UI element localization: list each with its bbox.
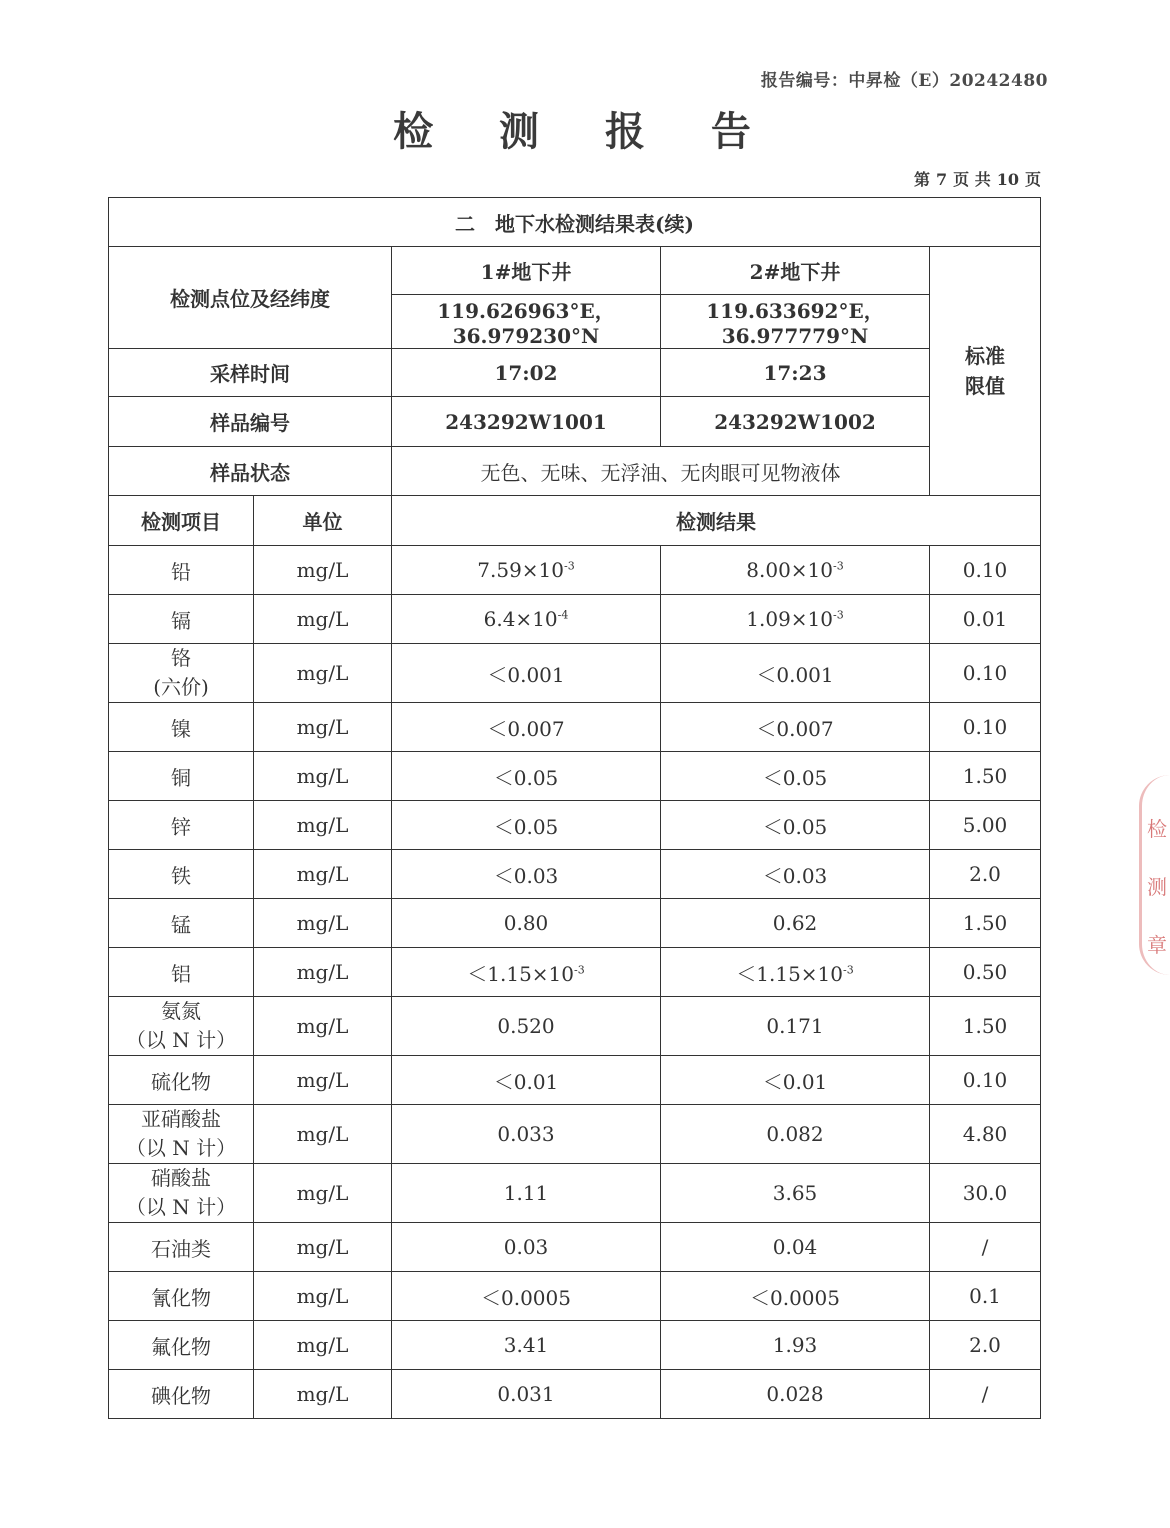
site-1-time: 17:02 <box>392 349 661 397</box>
unit-value: mg/L <box>254 644 392 703</box>
result-row <box>109 1370 1041 1419</box>
standard-limit-value: 1.50 <box>930 752 1041 801</box>
site-2-result <box>661 1272 930 1321</box>
site-2-result <box>661 801 930 850</box>
site-1-result <box>392 948 661 997</box>
result-value: ＜0.001 <box>756 662 834 687</box>
unit-value: mg/L <box>254 703 392 752</box>
site-2-result <box>661 703 930 752</box>
sampling-time-row <box>109 349 1041 397</box>
unit-value: mg/L <box>254 752 392 801</box>
sample-state-value: 无色、无味、无浮油、无肉眼可见物液体 <box>392 447 930 496</box>
sample-id-label: 样品编号 <box>109 397 392 447</box>
result-exponent: -3 <box>843 962 854 976</box>
site-2-result <box>661 644 930 703</box>
site-2-result <box>661 1321 930 1370</box>
result-value: ＜1.15×10 <box>736 961 844 986</box>
result-exponent: -3 <box>574 962 585 976</box>
result-row <box>109 997 1041 1056</box>
item-name-line: （以 N 计） <box>125 1136 237 1160</box>
item-name <box>109 801 254 850</box>
result-row <box>109 850 1041 899</box>
site-2-name: 2#地下井 <box>661 247 930 295</box>
result-exponent: -3 <box>833 559 844 573</box>
item-name-line: 镉 <box>171 608 191 633</box>
item-name <box>109 997 254 1056</box>
standard-limit-value: / <box>930 1223 1041 1272</box>
site-1-result <box>392 644 661 703</box>
site-1-result <box>392 997 661 1056</box>
unit-header: 单位 <box>254 496 392 546</box>
item-name <box>109 1056 254 1105</box>
result-value: ＜0.0005 <box>750 1285 840 1310</box>
result-row <box>109 595 1041 644</box>
result-value: 6.4×10 <box>483 607 558 631</box>
unit-value: mg/L <box>254 850 392 899</box>
result-row <box>109 752 1041 801</box>
result-row <box>109 801 1041 850</box>
item-name <box>109 1223 254 1272</box>
standard-limit-value: 2.0 <box>930 1321 1041 1370</box>
unit-value: mg/L <box>254 801 392 850</box>
result-value: ＜0.01 <box>762 1069 828 1094</box>
item-name-line: 锰 <box>171 912 191 937</box>
result-row <box>109 899 1041 948</box>
site-1-result <box>392 1105 661 1164</box>
standard-limit-value: / <box>930 1370 1041 1419</box>
result-value: ＜0.03 <box>493 863 559 888</box>
site-1-result <box>392 1164 661 1223</box>
unit-value: mg/L <box>254 595 392 644</box>
result-row <box>109 1321 1041 1370</box>
result-value: ＜0.007 <box>756 716 834 741</box>
result-value: 0.028 <box>766 1382 824 1406</box>
document-title: 检 测 报 告 <box>393 108 777 155</box>
site-1-result <box>392 752 661 801</box>
item-name-line: 硝酸盐 <box>151 1166 211 1190</box>
site-1-result <box>392 1223 661 1272</box>
unit-value: mg/L <box>254 1272 392 1321</box>
result-value: 1.09×10 <box>746 607 834 631</box>
unit-value: mg/L <box>254 546 392 595</box>
item-name-line: 铝 <box>171 961 191 986</box>
result-row <box>109 1272 1041 1321</box>
result-row <box>109 703 1041 752</box>
site-2-time: 17:23 <box>661 349 930 397</box>
standard-limit-label <box>930 247 1041 496</box>
item-name <box>109 899 254 948</box>
site-2-result <box>661 1056 930 1105</box>
result-value: ＜0.03 <box>762 863 828 888</box>
result-value: 0.80 <box>503 911 549 935</box>
sample-state-label: 样品状态 <box>109 447 392 496</box>
result-value: ＜0.05 <box>762 765 828 790</box>
site-2-result <box>661 595 930 644</box>
result-row <box>109 1056 1041 1105</box>
sample-id-row <box>109 397 1041 447</box>
result-value: 0.082 <box>766 1122 824 1146</box>
item-name <box>109 703 254 752</box>
location-label: 检测点位及经纬度 <box>109 247 392 349</box>
sample-state-row <box>109 447 1041 496</box>
item-name <box>109 948 254 997</box>
standard-limit-value: 0.01 <box>930 595 1041 644</box>
section-title-row <box>109 198 1041 247</box>
result-value: ＜1.15×10 <box>467 961 575 986</box>
page-current: 7 <box>936 170 948 189</box>
site-2-result <box>661 752 930 801</box>
result-row <box>109 948 1041 997</box>
item-name-line: 铅 <box>171 559 191 584</box>
report-number: 报告编号：中昇检（E）20242480 <box>760 71 1048 91</box>
result-exponent: -3 <box>833 608 844 622</box>
result-value: 0.520 <box>497 1014 555 1038</box>
site-2-sample-id: 243292W1002 <box>661 397 930 447</box>
unit-value: mg/L <box>254 899 392 948</box>
item-name-line: （以 N 计） <box>125 1028 237 1052</box>
result-value: 3.65 <box>772 1181 818 1205</box>
site-1-result <box>392 850 661 899</box>
site-2-result <box>661 1105 930 1164</box>
item-name <box>109 1272 254 1321</box>
site-1-result <box>392 801 661 850</box>
standard-limit-value: 0.10 <box>930 644 1041 703</box>
item-name-line: 石油类 <box>151 1236 211 1261</box>
result-value: ＜0.007 <box>487 716 565 741</box>
site-2-result <box>661 546 930 595</box>
result-value: 0.04 <box>772 1235 818 1259</box>
result-value: ＜0.01 <box>493 1069 559 1094</box>
result-value: 0.62 <box>772 911 818 935</box>
unit-value: mg/L <box>254 997 392 1056</box>
result-row <box>109 644 1041 703</box>
site-1-result <box>392 595 661 644</box>
standard-limit-label-line: 标准 <box>965 344 1005 368</box>
site-2-result <box>661 1223 930 1272</box>
result-value: 0.171 <box>766 1014 824 1038</box>
section-title: 二 地下水检测结果表(续) <box>109 198 1041 247</box>
standard-limit-value: 2.0 <box>930 850 1041 899</box>
item-name <box>109 595 254 644</box>
standard-limit-value: 1.50 <box>930 997 1041 1056</box>
result-value: ＜0.0005 <box>481 1285 571 1310</box>
result-value: 3.41 <box>503 1333 549 1357</box>
item-name <box>109 1321 254 1370</box>
item-name-line: 亚硝酸盐 <box>141 1107 221 1131</box>
site-2-result <box>661 948 930 997</box>
result-value: 7.59×10 <box>477 558 565 582</box>
seal-stamp-text: 检 测 章 <box>1147 817 1167 957</box>
results-table <box>108 197 1041 1419</box>
page-label: 第 <box>913 170 930 189</box>
result-row <box>109 1223 1041 1272</box>
result-value: ＜0.05 <box>762 814 828 839</box>
item-name-line: 铜 <box>171 765 191 790</box>
unit-value: mg/L <box>254 1321 392 1370</box>
result-value: 0.031 <box>497 1382 555 1406</box>
result-value: 8.00×10 <box>746 558 834 582</box>
result-value: ＜0.001 <box>487 662 565 687</box>
item-name-line: 碘化物 <box>151 1383 211 1408</box>
item-name-line: 硫化物 <box>151 1069 211 1094</box>
result-value: 0.033 <box>497 1122 555 1146</box>
result-value: ＜0.05 <box>493 814 559 839</box>
site-2-result <box>661 1370 930 1419</box>
site-1-result <box>392 1370 661 1419</box>
standard-limit-value: 1.50 <box>930 899 1041 948</box>
result-value: 1.93 <box>772 1333 818 1357</box>
site-1-sample-id: 243292W1001 <box>392 397 661 447</box>
item-name <box>109 644 254 703</box>
page-end-label: 页 <box>1024 170 1041 189</box>
item-header: 检测项目 <box>109 496 254 546</box>
item-name-line: 镍 <box>171 716 191 741</box>
site-2-coords: 119.633692°E，36.977779°N <box>661 295 930 349</box>
item-name <box>109 546 254 595</box>
item-name-line: 氟化物 <box>151 1334 211 1359</box>
page-of-label: 页 共 <box>953 170 991 189</box>
site-1-result <box>392 899 661 948</box>
site-2-result <box>661 899 930 948</box>
standard-limit-value: 0.10 <box>930 1056 1041 1105</box>
standard-limit-label-line: 限值 <box>965 374 1005 398</box>
item-name-line: 氰化物 <box>151 1285 211 1310</box>
result-value: ＜0.05 <box>493 765 559 790</box>
standard-limit-value: 0.10 <box>930 703 1041 752</box>
unit-value: mg/L <box>254 1105 392 1164</box>
result-exponent: -4 <box>557 608 569 622</box>
item-name-line: （以 N 计） <box>125 1195 237 1219</box>
result-value: 0.03 <box>503 1235 549 1259</box>
site-2-result <box>661 1164 930 1223</box>
standard-limit-value: 0.1 <box>930 1272 1041 1321</box>
unit-value: mg/L <box>254 1223 392 1272</box>
page-indicator <box>911 167 1044 190</box>
result-exponent: -3 <box>564 559 575 573</box>
result-header: 检测结果 <box>392 496 1041 546</box>
item-name-line: (六价) <box>153 675 209 699</box>
standard-limit-value: 30.0 <box>930 1164 1041 1223</box>
page-total: 10 <box>996 170 1019 189</box>
item-name <box>109 1370 254 1419</box>
result-row <box>109 546 1041 595</box>
site-1-result <box>392 546 661 595</box>
column-header-row <box>109 496 1041 546</box>
item-name-line: 锌 <box>171 814 191 839</box>
site-2-result <box>661 997 930 1056</box>
unit-value: mg/L <box>254 948 392 997</box>
site-1-result <box>392 1321 661 1370</box>
site-1-name: 1#地下井 <box>392 247 661 295</box>
site-name-row <box>109 247 1041 295</box>
item-name <box>109 1164 254 1223</box>
item-name <box>109 1105 254 1164</box>
unit-value: mg/L <box>254 1056 392 1105</box>
item-name-line: 铁 <box>171 863 191 888</box>
site-1-result <box>392 703 661 752</box>
unit-value: mg/L <box>254 1164 392 1223</box>
site-1-result <box>392 1056 661 1105</box>
unit-value: mg/L <box>254 1370 392 1419</box>
site-2-result <box>661 850 930 899</box>
result-row <box>109 1164 1041 1223</box>
result-value: 1.11 <box>503 1181 549 1205</box>
item-name <box>109 850 254 899</box>
sampling-time-label: 采样时间 <box>109 349 392 397</box>
item-name <box>109 752 254 801</box>
site-1-result <box>392 1272 661 1321</box>
site-1-coords: 119.626963°E，36.979230°N <box>392 295 661 349</box>
item-name-line: 铬 <box>171 646 191 670</box>
item-name-line: 氨氮 <box>161 999 201 1023</box>
standard-limit-value: 4.80 <box>930 1105 1041 1164</box>
standard-limit-value: 0.10 <box>930 546 1041 595</box>
result-row <box>109 1105 1041 1164</box>
standard-limit-value: 5.00 <box>930 801 1041 850</box>
standard-limit-value: 0.50 <box>930 948 1041 997</box>
